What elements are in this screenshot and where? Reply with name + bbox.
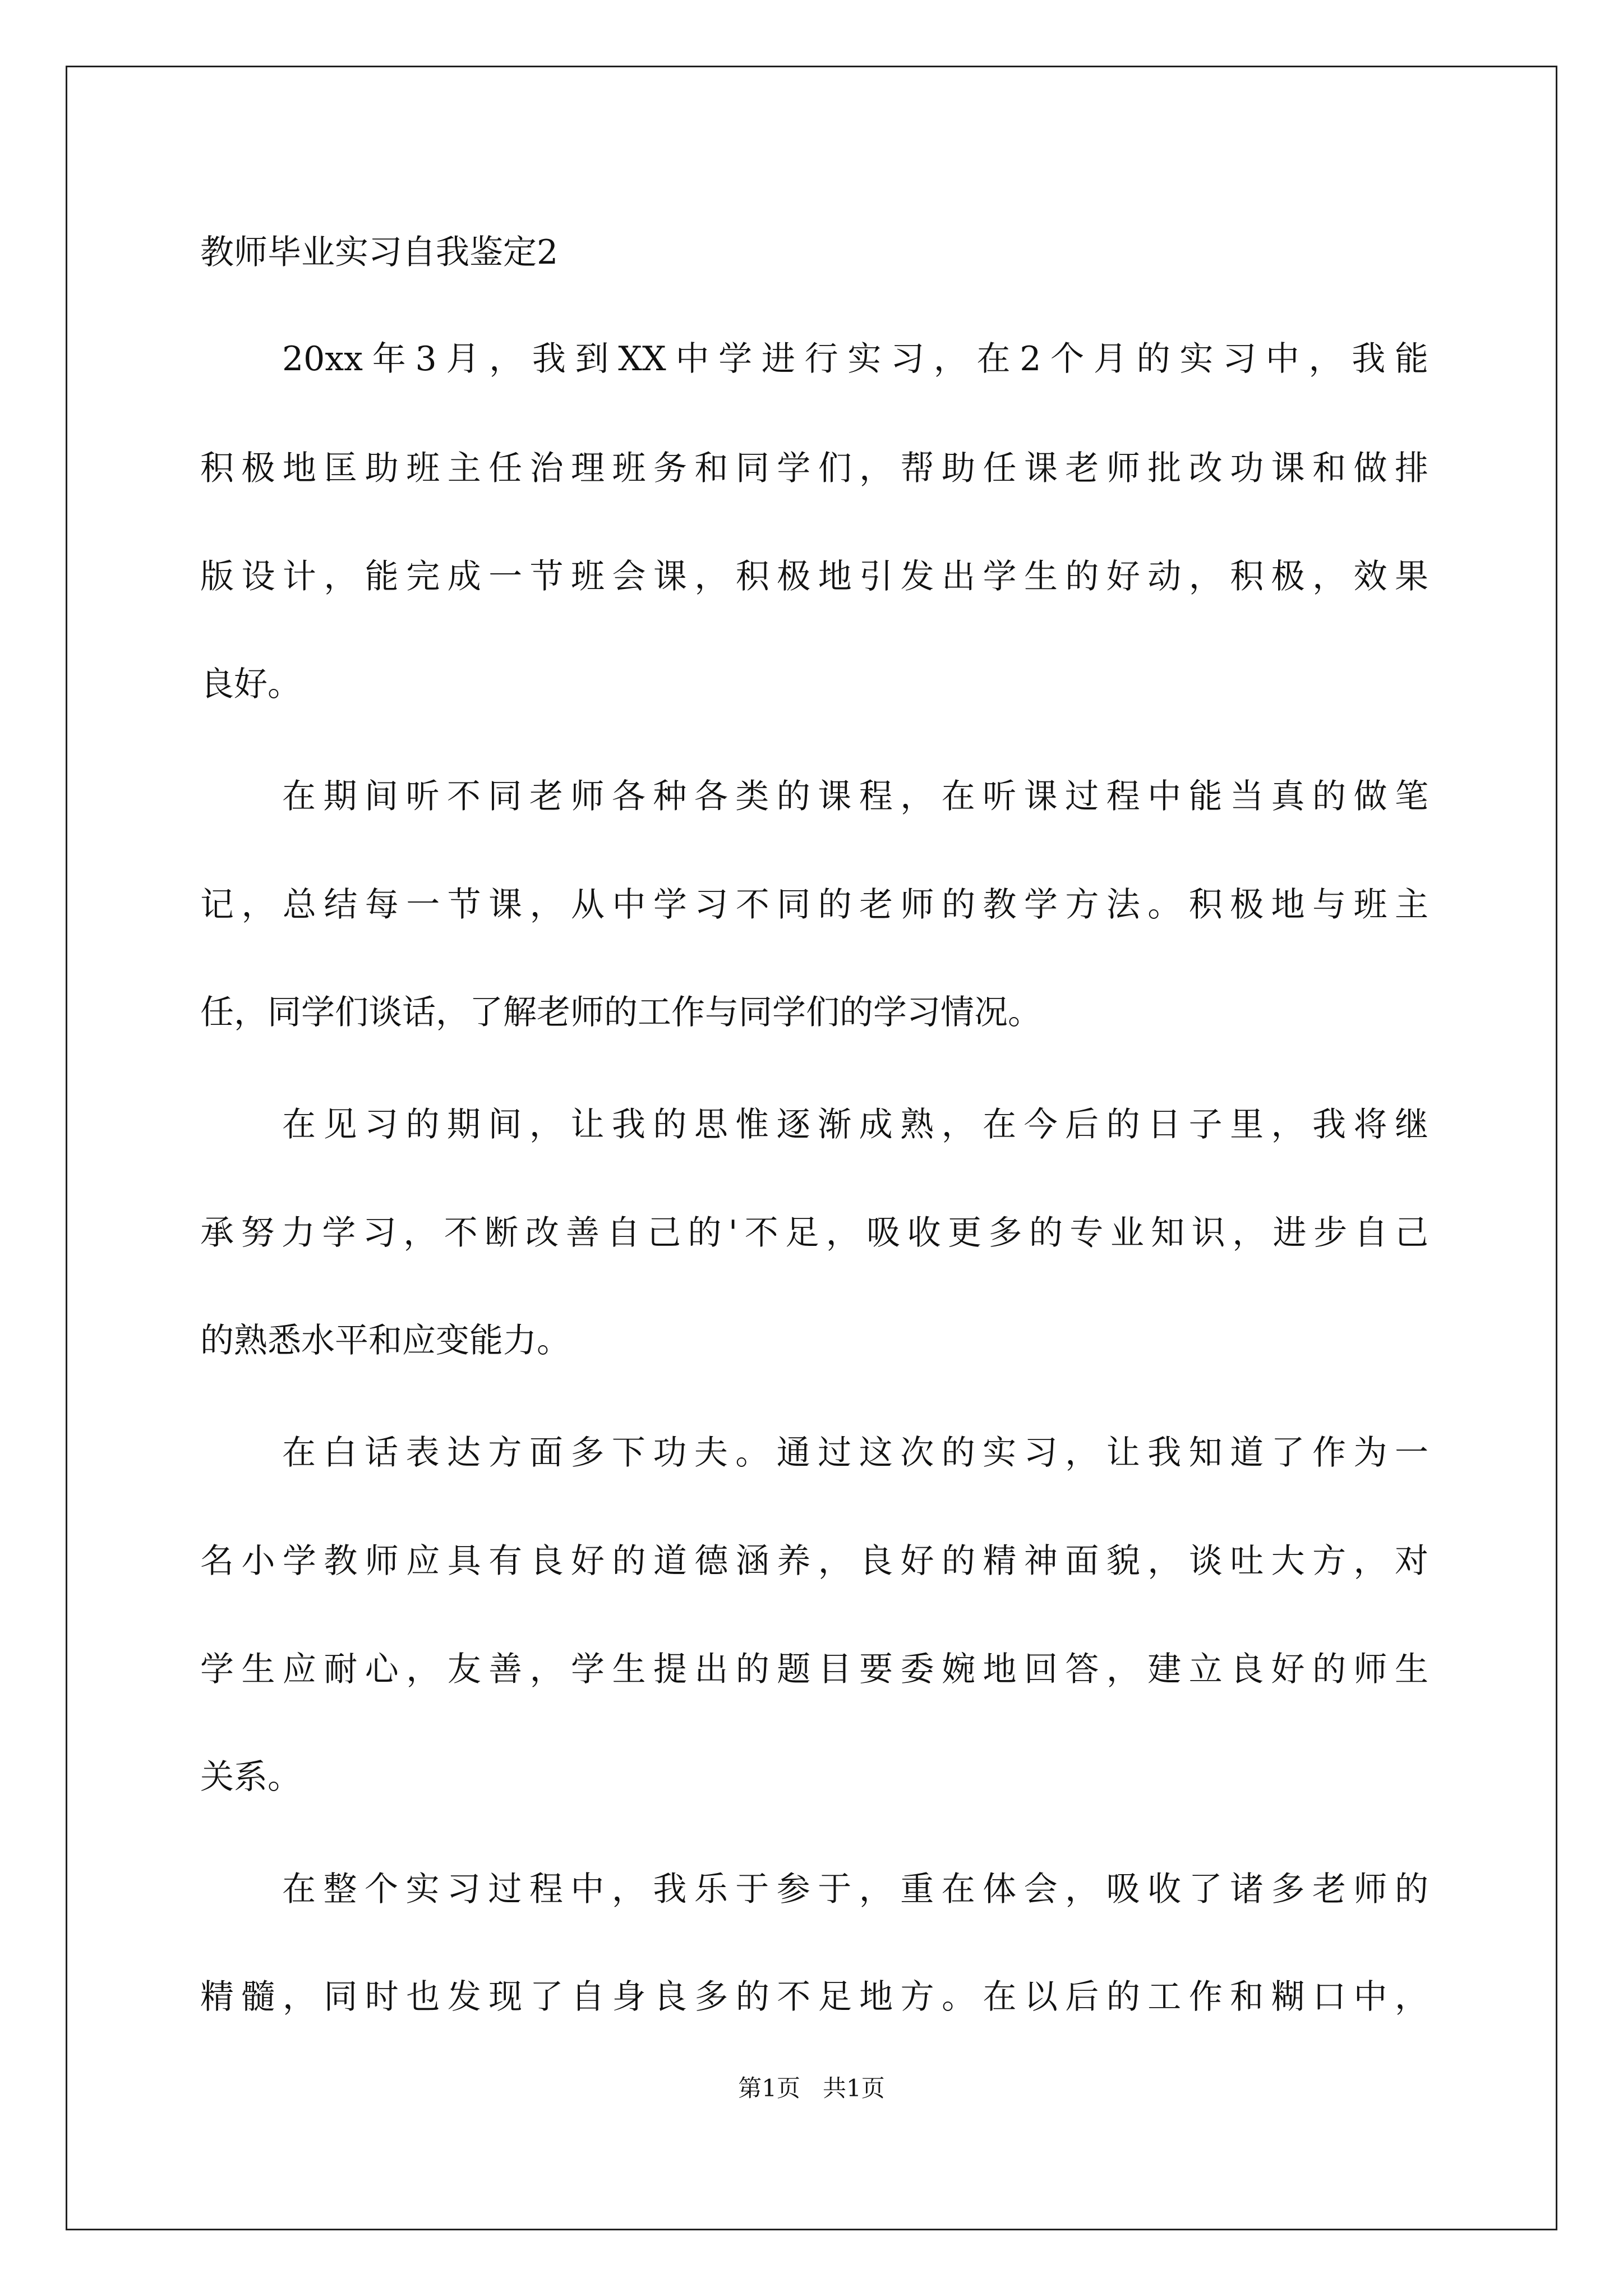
paragraph-line: 的熟悉水平和应变能力。: [200, 1321, 570, 1360]
paragraph-line: 在整个实习过程中，我乐于参于，重在体会，吸收了诸多老师的: [282, 1870, 1428, 1909]
document-title: 教师毕业实习自我鉴定2: [200, 233, 559, 272]
paragraph-line: 在见习的期间，让我的思惟逐渐成熟，在今后的日子里，我将继: [282, 1105, 1428, 1144]
paragraph-line: 承努力学习，不断改善自己的'不足，吸收更多的专业知识，进步自己: [200, 1213, 1428, 1253]
paragraph-line: 学生应耐心，友善，学生提出的题目要委婉地回答，建立良好的师生: [200, 1650, 1428, 1689]
paragraph-line: 版设计，能完成一节班会课，积极地引发出学生的好动，积极，效果: [200, 557, 1428, 596]
page-number-footer: 第1页 共1页: [738, 2074, 885, 2102]
paragraph-line: 在白话表达方面多下功夫。通过这次的实习，让我知道了作为一: [282, 1433, 1428, 1473]
paragraph-line: 任，同学们谈话，了解老师的工作与同学们的学习情况。: [200, 993, 1041, 1032]
paragraph-line: 记，总结每一节课，从中学习不同的老师的教学方法。积极地与班主: [200, 885, 1428, 924]
paragraph-line: 20xx年3月，我到XX中学进行实习，在2个月的实习中，我能: [282, 339, 1428, 379]
paragraph-line: 名小学教师应具有良好的道德涵养，良好的精神面貌，谈吐大方，对: [200, 1542, 1428, 1581]
paragraph-line: 良好。: [200, 665, 301, 704]
paragraph-line: 关系。: [200, 1757, 301, 1797]
paragraph-line: 在期间听不同老师各种各类的课程，在听课过程中能当真的做笔: [282, 777, 1428, 816]
paragraph-line: 精髓，同时也发现了自身良多的不足地方。在以后的工作和糊口中，: [200, 1977, 1428, 2017]
paragraph-line: 积极地匡助班主任治理班务和同学们，帮助任课老师批改功课和做排: [200, 449, 1428, 488]
